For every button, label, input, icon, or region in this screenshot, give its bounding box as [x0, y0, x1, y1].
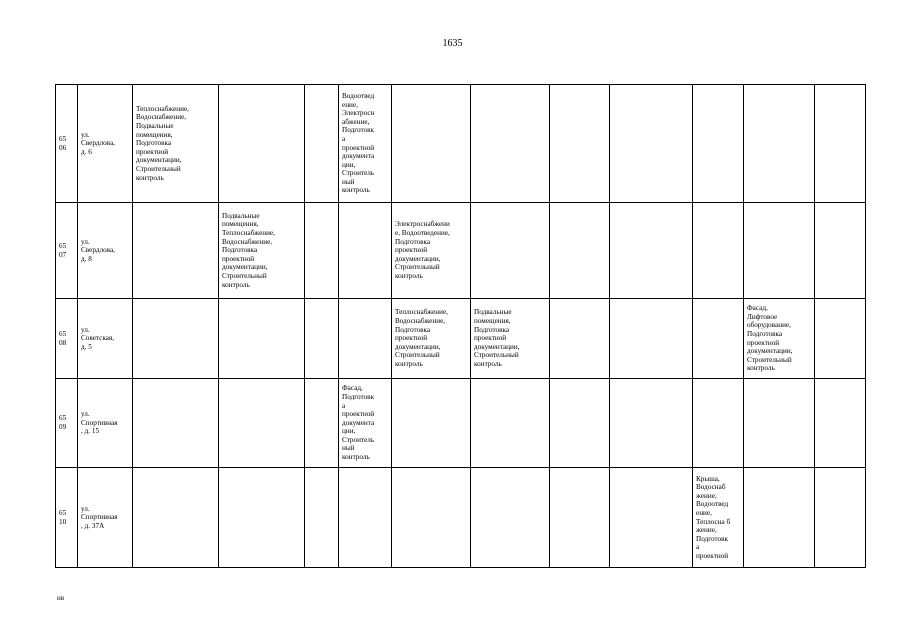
work-description: Подвальные помещения, Теплоснабжение, Водоснабжение, Подготовка проектной документации, Строительный контроль — [222, 211, 275, 289]
table-row — [56, 203, 866, 299]
row-number: 65 08 — [59, 329, 67, 347]
work-cell-c5 — [392, 379, 471, 468]
work-cell-c4 — [339, 299, 392, 379]
work-cell-c1 — [133, 468, 219, 568]
work-cell-c7 — [550, 85, 610, 203]
work-cell-c1 — [133, 299, 219, 379]
work-cell-c6 — [471, 379, 550, 468]
work-cell-c11 — [815, 299, 866, 379]
work-cell-c1 — [133, 203, 219, 299]
work-cell-c2 — [219, 299, 305, 379]
address-text: ул. Свердлова, д. 8 — [81, 237, 115, 263]
work-cell-c8 — [610, 203, 693, 299]
work-cell-c1 — [133, 85, 219, 203]
row-number: 65 07 — [59, 241, 67, 259]
row-number-cell — [56, 299, 78, 379]
work-cell-c8 — [610, 379, 693, 468]
work-cell-c7 — [550, 468, 610, 568]
work-cell-c2 — [219, 379, 305, 468]
work-cell-c3 — [305, 468, 339, 568]
work-cell-c2 — [219, 85, 305, 203]
work-description: Фасад, Подготовк а проектной документа ции, Строитель ный контроль — [342, 384, 375, 462]
address-text: ул. Советская, д. 5 — [81, 325, 115, 351]
work-cell-c2 — [219, 468, 305, 568]
address-cell — [78, 299, 133, 379]
work-cell-c8 — [610, 468, 693, 568]
row-number-cell — [56, 85, 78, 203]
table-row — [56, 379, 866, 468]
work-cell-c6 — [471, 85, 550, 203]
work-cell-c11 — [815, 468, 866, 568]
work-cell-c6 — [471, 203, 550, 299]
table-row — [56, 468, 866, 568]
work-cell-c4 — [339, 379, 392, 468]
work-description: Теплоснабжение, Водоснабжение, Подвальные помещения, Подготовка проектной документации, Строительный контроль — [136, 104, 189, 182]
address-cell — [78, 85, 133, 203]
table-row — [56, 299, 866, 379]
work-cell-c5 — [392, 299, 471, 379]
work-cell-c7 — [550, 299, 610, 379]
repair-schedule-table — [55, 84, 866, 568]
address-text: ул. Спортивная , д. 15 — [81, 410, 118, 436]
address-text: ул. Свердлова, д. 6 — [81, 130, 115, 156]
work-description: Теплоснабжение, Водоснабжение, Подготовка проектной документации, Строительный контроль — [395, 308, 448, 368]
work-cell-c5 — [392, 468, 471, 568]
work-cell-c5 — [392, 85, 471, 203]
table-body — [56, 85, 866, 568]
work-cell-c10 — [744, 299, 815, 379]
work-description: Крыша, Водоснаб жение, Водоотвед ение, Теплосна б жение, Подготовк а проектной — [696, 474, 731, 560]
work-description: Фасад, Лифтовое оборудование, Подготовка проектной документации, Строительный контроль — [747, 304, 793, 373]
footer-mark: нв — [57, 594, 65, 602]
work-cell-c9 — [693, 203, 744, 299]
table-row — [56, 85, 866, 203]
work-cell-c3 — [305, 299, 339, 379]
row-number-cell — [56, 203, 78, 299]
address-cell — [78, 379, 133, 468]
work-cell-c11 — [815, 85, 866, 203]
work-cell-c4 — [339, 468, 392, 568]
work-cell-c10 — [744, 379, 815, 468]
work-cell-c4 — [339, 203, 392, 299]
work-cell-c6 — [471, 468, 550, 568]
work-cell-c9 — [693, 468, 744, 568]
work-cell-c1 — [133, 379, 219, 468]
work-cell-c11 — [815, 203, 866, 299]
row-number-cell — [56, 379, 78, 468]
work-cell-c5 — [392, 203, 471, 299]
page-number: 1635 — [442, 38, 463, 49]
work-cell-c10 — [744, 468, 815, 568]
work-description: Водоотвед ение, Электросн абжение, Подготовк а проектной документа ции, Строитель ный контроль — [342, 91, 375, 195]
work-cell-c6 — [471, 299, 550, 379]
address-text: ул. Спортивная , д. 37А — [81, 504, 118, 530]
address-cell — [78, 468, 133, 568]
address-cell — [78, 203, 133, 299]
row-number: 65 10 — [59, 508, 67, 526]
work-cell-c10 — [744, 85, 815, 203]
work-cell-c9 — [693, 299, 744, 379]
work-cell-c3 — [305, 85, 339, 203]
work-description: Электроснабжени е, Водоотведение, Подготовка проектной документации, Строительный контроль — [395, 220, 450, 280]
work-cell-c9 — [693, 379, 744, 468]
work-cell-c10 — [744, 203, 815, 299]
row-number: 65 06 — [59, 134, 67, 152]
work-cell-c8 — [610, 85, 693, 203]
work-description: Подвальные помещения, Подготовка проектной документации, Строительный контроль — [474, 308, 520, 368]
work-cell-c3 — [305, 203, 339, 299]
work-cell-c4 — [339, 85, 392, 203]
row-number-cell — [56, 468, 78, 568]
work-cell-c11 — [815, 379, 866, 468]
work-cell-c7 — [550, 203, 610, 299]
work-cell-c9 — [693, 85, 744, 203]
work-cell-c3 — [305, 379, 339, 468]
work-cell-c7 — [550, 379, 610, 468]
work-cell-c2 — [219, 203, 305, 299]
work-cell-c8 — [610, 299, 693, 379]
row-number: 65 09 — [59, 414, 67, 431]
